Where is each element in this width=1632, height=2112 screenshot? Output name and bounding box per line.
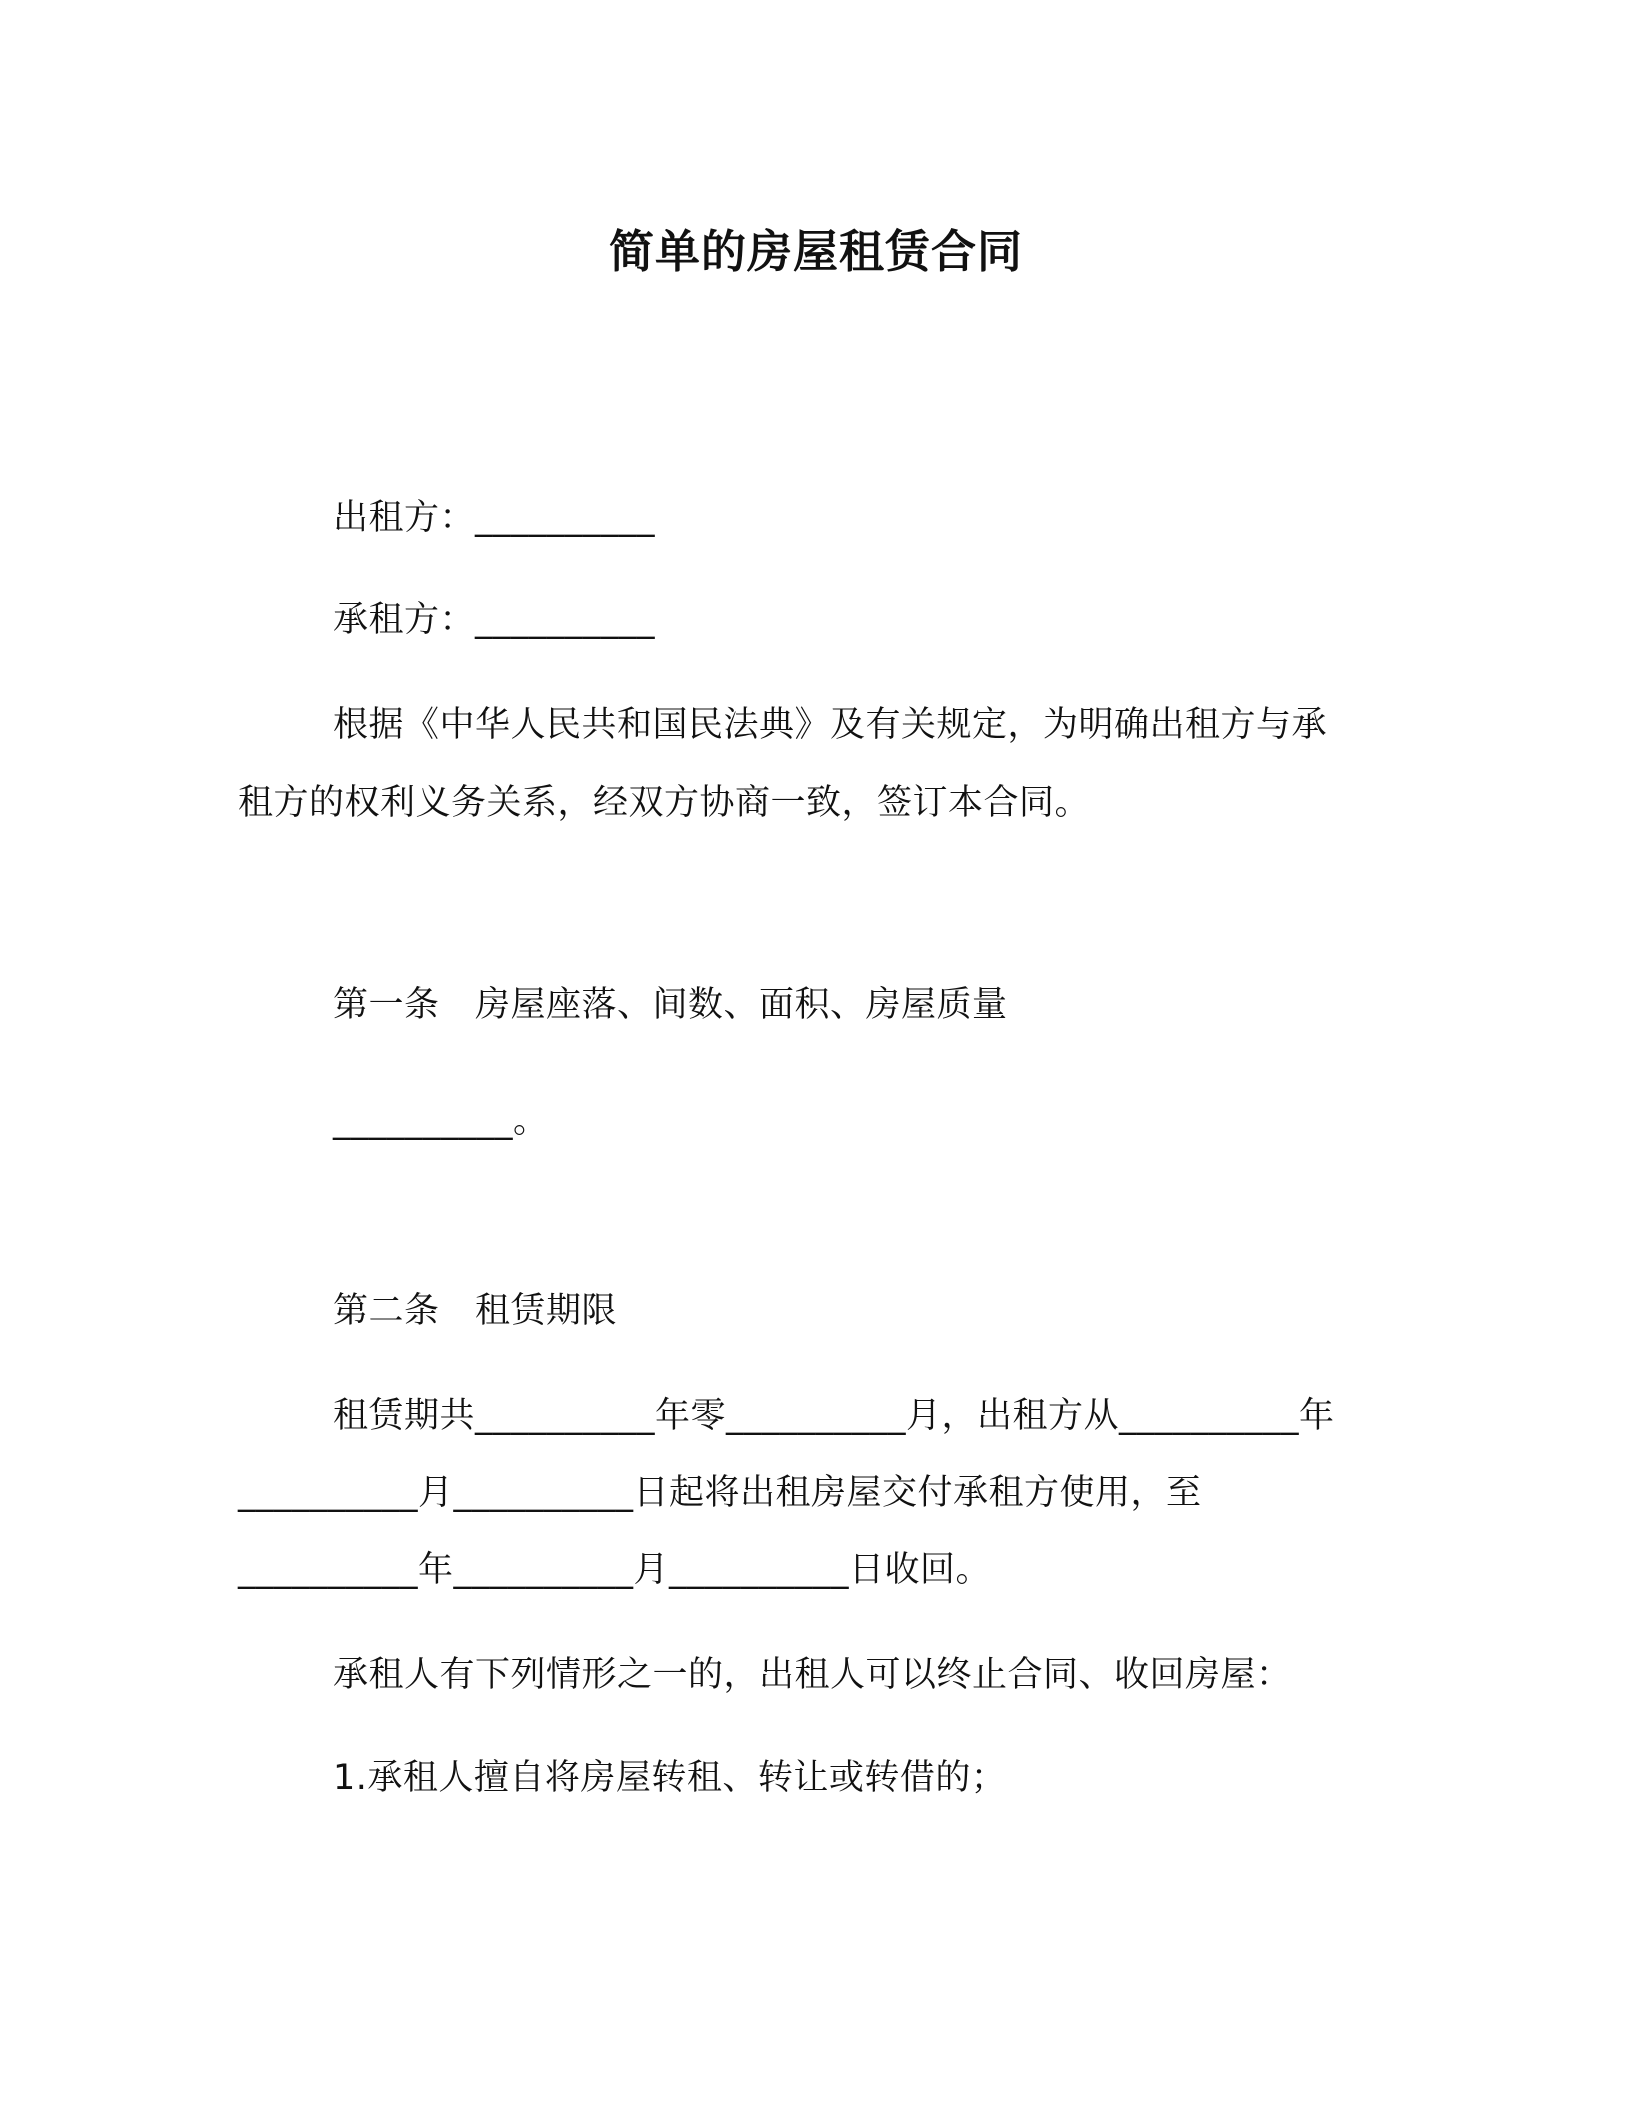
article-1-heading: 第一条 房屋座落、间数、面积、房屋质量 — [333, 985, 1008, 1025]
preamble-line-2: 租方的权利义务关系，经双方协商一致，签订本合同。 — [238, 783, 1091, 823]
article-2-heading: 第二条 租赁期限 — [333, 1291, 618, 1331]
article-2-term-line-2: __________月__________日起将出租房屋交付承租方使用，至 — [238, 1473, 1202, 1513]
lessor-line: 出租方：__________ — [333, 498, 656, 538]
article-2-term-line-1: 租赁期共__________年零__________月，出租方从__________年 — [333, 1396, 1335, 1436]
termination-item-1: 1.承租人擅自将房屋转租、转让或转借的； — [333, 1758, 1007, 1798]
article-1-body: __________。 — [333, 1101, 549, 1141]
preamble-line-1: 根据《中华人民共和国民法典》及有关规定，为明确出租方与承 — [333, 705, 1328, 745]
article-2-term-line-3: __________年__________月__________日收回。 — [238, 1550, 992, 1590]
document-title: 简单的房屋租赁合同 — [608, 225, 1023, 278]
termination-intro: 承租人有下列情形之一的，出租人可以终止合同、收回房屋： — [333, 1655, 1292, 1695]
lessee-line: 承租方：__________ — [333, 600, 656, 640]
